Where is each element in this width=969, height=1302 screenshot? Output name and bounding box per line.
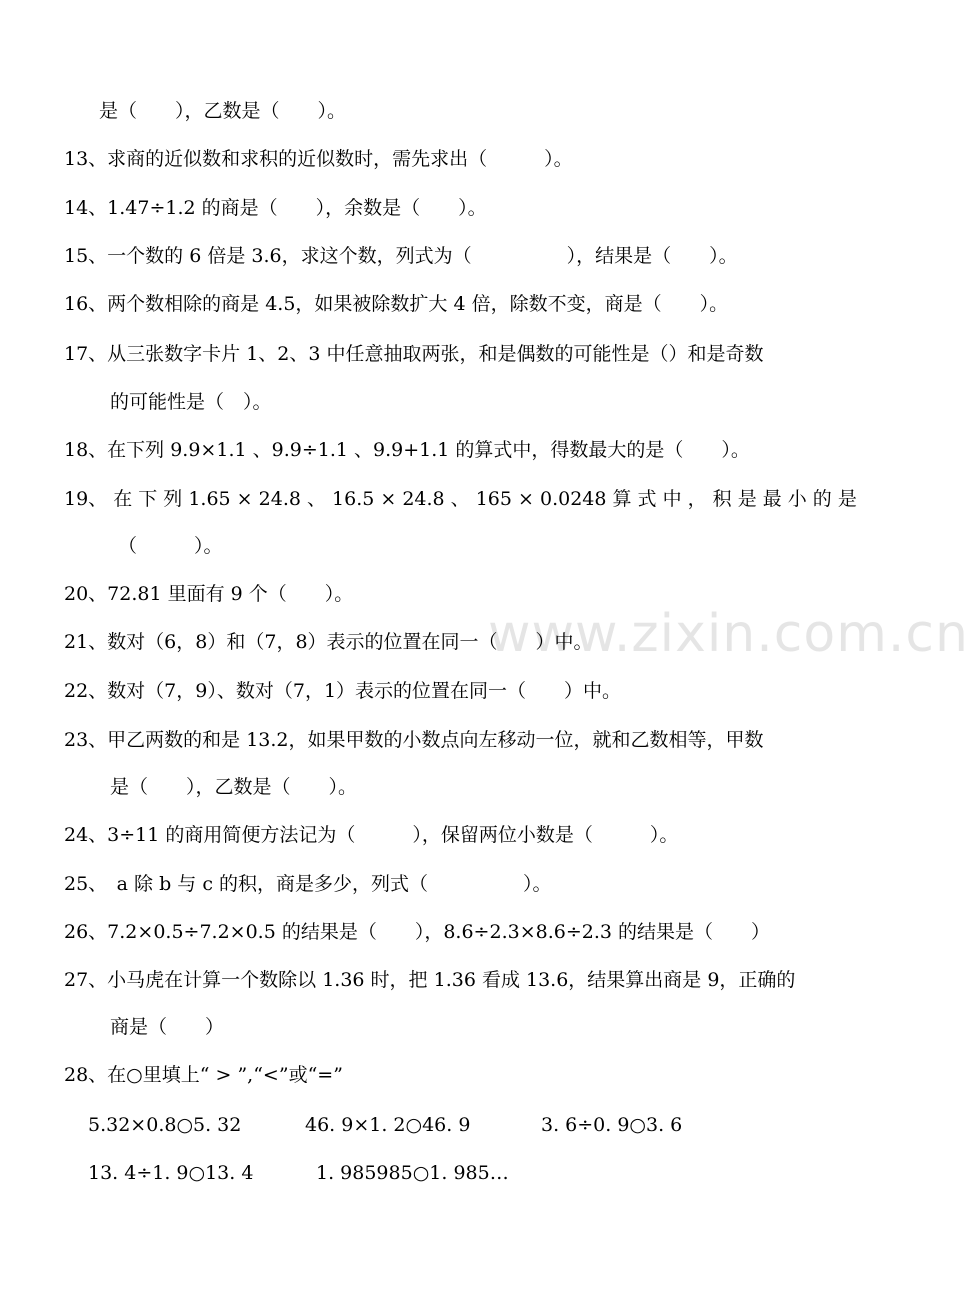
- compare-item: 3. 6÷0. 9○3. 6: [541, 1114, 683, 1136]
- question-27: 27、小马虎在计算一个数除以 1.36 时，把 1.36 看成 13.6，结果算出商是 9，正确的: [64, 969, 796, 991]
- question-19-cont: （ ）。: [118, 535, 223, 557]
- question-24: 24、3÷11 的商用简便方法记为（ ），保留两位小数是（ ）。: [64, 824, 679, 846]
- question-16: 16、两个数相除的商是 4.5，如果被除数扩大 4 倍，除数不变，商是（ ）。: [64, 293, 729, 315]
- question-13: 13、求商的近似数和求积的近似数时，需先求出（ ）。: [64, 148, 573, 170]
- question-22: 22、数对（7，9）、数对（7，1）表示的位置在同一（ ）中。: [64, 680, 622, 702]
- question-28: 28、在○里填上“ > ”,“<”或“=”: [64, 1064, 343, 1086]
- question-23-cont: 是（ ），乙数是（ ）。: [110, 776, 358, 798]
- compare-item: 5.32×0.8○5. 32: [88, 1114, 242, 1136]
- compare-item: 46. 9×1. 2○46. 9: [305, 1114, 471, 1136]
- question-25: 25、 a 除 b 与 c 的积，商是多少，列式（ ）。: [64, 873, 552, 895]
- question-18: 18、在下列 9.9×1.1 、9.9÷1.1 、9.9+1.1 的算式中，得数最大的是（ ）。: [64, 439, 750, 461]
- question-23: 23、甲乙两数的和是 13.2，如果甲数的小数点向左移动一位，就和乙数相等，甲数: [64, 729, 764, 751]
- compare-item: 1. 985985○1. 985…: [316, 1162, 509, 1184]
- question-20: 20、72.81 里面有 9 个（ ）。: [64, 583, 354, 605]
- question-19: 19、 在 下 列 1.65 × 24.8 、 16.5 × 24.8 、 165 × 0.0248 算 式 中 ， 积 是 最 小 的 是: [64, 488, 857, 510]
- question-14: 14、1.47÷1.2 的商是（ ），余数是（ ）。: [64, 197, 487, 219]
- question-17-cont: 的可能性是（ ）。: [110, 391, 272, 413]
- question-17: 17、从三张数字卡片 1、2、3 中任意抽取两张，和是偶数的可能性是（）和是奇数: [64, 343, 764, 365]
- question-26: 26、7.2×0.5÷7.2×0.5 的结果是（ ），8.6÷2.3×8.6÷2.3 的结果是（ ）: [64, 921, 771, 943]
- line-12-cont: 是（ ），乙数是（ ）。: [99, 100, 347, 122]
- question-27-cont: 商是（ ）: [110, 1016, 225, 1038]
- compare-item: 13. 4÷1. 9○13. 4: [88, 1162, 254, 1184]
- watermark: www.zixin.com.cn: [488, 604, 969, 664]
- question-21: 21、数对（6，8）和（7，8）表示的位置在同一（ ）中。: [64, 631, 593, 653]
- question-15: 15、一个数的 6 倍是 3.6，求这个数，列式为（ ），结果是（ ）。: [64, 245, 738, 267]
